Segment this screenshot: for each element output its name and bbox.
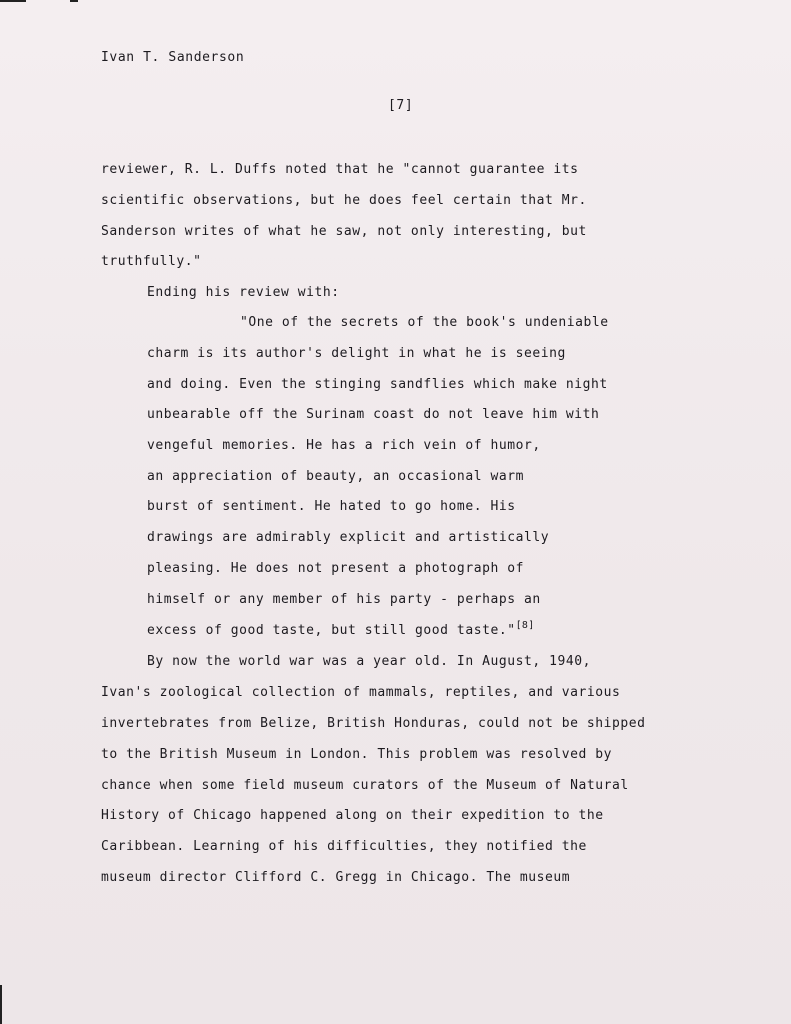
text-line: chance when some field museum curators of the Museum of Natural [101,778,629,793]
quote-line-text: excess of good taste, but still good taste." [147,623,516,638]
quote-line: vengeful memories. He has a rich vein of humor, [147,438,541,453]
text-line: truthfully." [101,254,202,269]
running-header-author: Ivan T. Sanderson [101,50,245,65]
text-line: By now the world war was a year old. In August, 1940, [147,654,591,669]
quote-line: charm is its author's delight in what he is seeing [147,346,566,361]
text-line: invertebrates from Belize, British Honduras, could not be shipped [101,716,646,731]
quote-line: himself or any member of his party - perhaps an [147,592,541,607]
text-line: Sanderson writes of what he saw, not only interesting, but [101,224,587,239]
page-number: [7] [388,98,414,113]
scan-edge-mark-top-left [0,0,26,2]
quote-line: and doing. Even the stinging sandflies which make night [147,377,608,392]
background-watermark [725,560,785,1000]
footnote-reference: [8] [515,620,535,631]
quote-line: "One of the secrets of the book's undeniable [240,315,609,330]
text-line: reviewer, R. L. Duffs noted that he "cannot guarantee its [101,162,579,177]
scan-edge-mark-top [70,0,78,2]
quote-line: burst of sentiment. He hated to go home. His [147,499,516,514]
text-line: to the British Museum in London. This problem was resolved by [101,747,612,762]
quote-line: unbearable off the Surinam coast do not leave him with [147,407,600,422]
quote-line: pleasing. He does not present a photograph of [147,561,524,576]
text-line: History of Chicago happened along on their expedition to the [101,808,604,823]
text-line: museum director Clifford C. Gregg in Chicago. The museum [101,870,571,885]
text-line: scientific observations, but he does feel certain that Mr. [101,193,587,208]
quote-line: drawings are admirably explicit and artistically [147,530,550,545]
quote-line: an appreciation of beauty, an occasional warm [147,469,524,484]
text-line: Caribbean. Learning of his difficulties, they notified the [101,839,587,854]
text-line: Ivan's zoological collection of mammals, reptiles, and various [101,685,621,700]
quote-line-with-footnote [147,620,535,640]
text-line: Ending his review with: [147,285,340,300]
scan-edge-mark-left [0,985,2,1024]
